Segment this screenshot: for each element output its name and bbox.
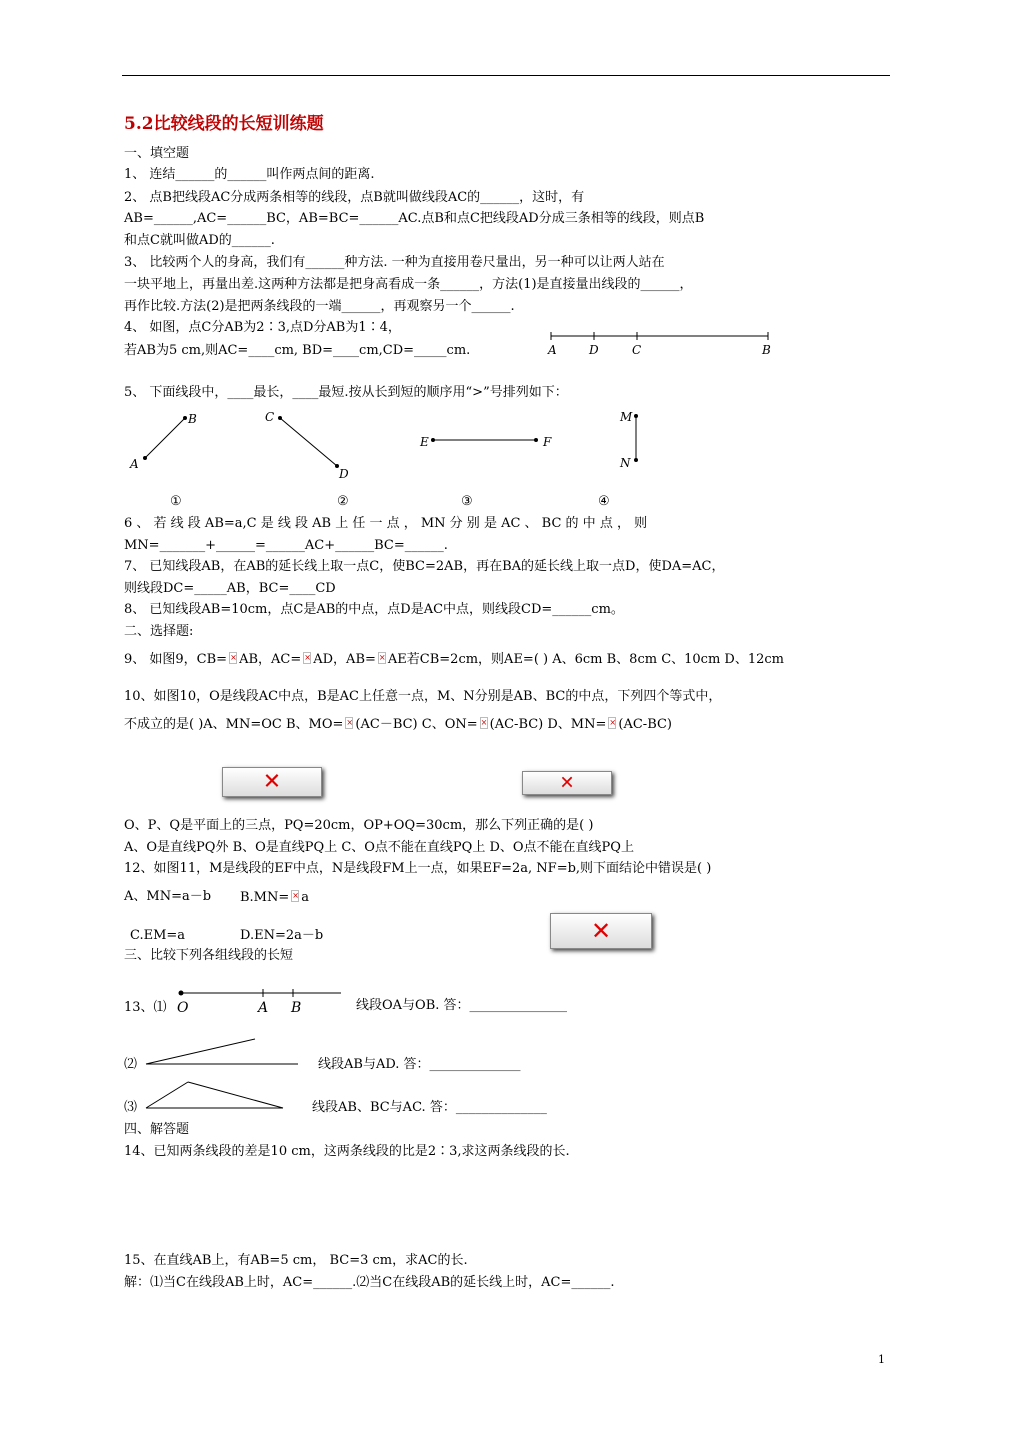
- fig13-label-o: O: [177, 1000, 189, 1016]
- question-15-line-2: 解：⑴当C在线段AB上时，AC=______.⑵当C在线段AB的延长线上时，AC=______.: [124, 1275, 615, 1290]
- broken-image-icon: [608, 717, 616, 729]
- fig5-label-f: F: [543, 435, 552, 449]
- question-15-line-1: 15、在直线AB上，有AB=5 cm， BC=3 cm，求AC的长.: [124, 1253, 468, 1268]
- broken-image-icon: [378, 652, 386, 664]
- fig4-label-b: B: [762, 343, 771, 357]
- question-9: [124, 651, 784, 668]
- question-3-line-2: 一块平地上，再量出差.这两种方法都是把身高看成一条______，方法(1)是直接量出线段的______，: [124, 277, 693, 292]
- broken-image-icon: [229, 652, 237, 664]
- figure-q5-segments: [140, 410, 660, 480]
- broken-image-icon: [303, 652, 311, 664]
- fig5-number-3: ③: [461, 494, 473, 509]
- question-10-line-1: 10、如图10，O是线段AC中点，B是AC上任意一点，M、N分别是AB、BC的中点，下列四个等式中，: [124, 689, 722, 704]
- q9-part-2: AB，AC=: [239, 652, 302, 667]
- section-heading-compare: 三、比较下列各组线段的长短: [124, 948, 294, 963]
- figure-q13-3: [143, 1076, 293, 1112]
- q13-3-label: ⑶: [124, 1100, 138, 1115]
- question-7-line-1: 7、 已知线段AB，在AB的延长线上取一点C，使BC=2AB，再在BA的延长线上取一点D，使DA=AC，: [124, 559, 725, 574]
- fig5-number-4: ④: [598, 494, 610, 509]
- q12-option-b: [240, 889, 309, 906]
- fig5-label-m: M: [620, 410, 633, 424]
- question-5: 5、 下面线段中，____最长，____最短.按从长到短的顺序用“>”号排列如下：: [124, 385, 568, 400]
- q12-option-d: D.EN=2a－b: [240, 928, 324, 943]
- fig5-label-e: E: [420, 435, 429, 449]
- figure-q13-2: [143, 1034, 313, 1068]
- q13-1-text: 线段OA与OB. 答：_______________: [356, 998, 568, 1013]
- fig4-label-c: C: [632, 343, 642, 357]
- question-2-line-3: 和点C就叫做AD的______.: [124, 233, 275, 248]
- q9-part-4: AE若CB=2cm，则AE=( ) A、6cm B、8cm C、10cm D、12cm: [387, 652, 785, 667]
- q10-part-3: (AC-BC) D、MN=: [489, 717, 607, 732]
- fig13-label-a: A: [258, 1000, 269, 1016]
- question-7-line-2: 则线段DC=_____AB，BC=____CD: [124, 581, 336, 596]
- page-number: 1: [878, 1353, 885, 1366]
- q13-1-label: 13、⑴: [124, 1000, 167, 1015]
- page-title: 5.2比较线段的长短训练题: [124, 114, 324, 134]
- broken-image-figure-11: ✕: [550, 913, 652, 949]
- fig5-label-a: A: [130, 457, 139, 471]
- fig5-label-c: C: [265, 410, 275, 424]
- broken-image-icon: [345, 717, 353, 729]
- section-heading-solve: 四、解答题: [124, 1122, 190, 1137]
- question-4-line-2: 若AB为5 cm,则AC=____cm, BD=____cm,CD=_____cm.: [124, 343, 471, 358]
- broken-image-icon: [291, 890, 299, 902]
- fig5-number-1: ①: [170, 494, 182, 509]
- fig5-label-n: N: [620, 456, 631, 470]
- broken-image-figure-10: ✕: [522, 771, 612, 795]
- question-6-line-1: 6 、 若 线 段 AB=a,C 是 线 段 AB 上 任 一 点 ， MN 分 别 是 AC 、 BC 的 中 点 ， 则: [124, 516, 648, 531]
- figure-q4-segment: [548, 328, 773, 358]
- question-11-line-2: A、O是直线PQ外 B、O是直线PQ上 C、O点不能在直线PQ上 D、O点不能在直线PQ上: [124, 840, 634, 855]
- q10-part-1: 不成立的是( )A、MN=OC B、MO=: [124, 717, 344, 732]
- q12-option-b-text: B.MN=: [240, 890, 290, 905]
- fig5-label-d: D: [339, 467, 349, 481]
- q9-part-3: AD，AB=: [313, 652, 376, 667]
- question-3-line-3: 再作比较.方法(2)是把两条线段的一端______，再观察另一个______.: [124, 299, 515, 314]
- broken-image-figure-9: ✕: [222, 767, 322, 797]
- question-12: 12、如图11，M是线段的EF中点，N是线段FM上一点，如果EF=2a, NF=b,则下面结论中错误是( ): [124, 861, 712, 876]
- question-10-line-2: [124, 716, 672, 733]
- q12-option-a: A、MN=a－b: [124, 889, 212, 904]
- q12-option-b-tail: a: [301, 890, 310, 905]
- fig4-label-d: D: [589, 343, 599, 357]
- question-14: 14、已知两条线段的差是10 cm，这两条线段的比是2∶3,求这两条线段的长.: [124, 1144, 570, 1159]
- broken-image-icon: [480, 717, 488, 729]
- question-3-line-1: 3、 比较两个人的身高，我们有______种方法. 一种为直接用卷尺量出，另一种可以让两人站在: [124, 255, 665, 270]
- fig13-label-b: B: [291, 1000, 302, 1016]
- question-6-line-2: MN=_______+______=______AC+______BC=______.: [124, 538, 448, 553]
- q13-2-label: ⑵: [124, 1057, 138, 1072]
- q13-2-text: 线段AB与AD. 答：______________: [318, 1057, 521, 1072]
- question-8: 8、 已知线段AB=10cm，点C是AB的中点，点D是AC中点，则线段CD=______cm。: [124, 602, 624, 617]
- question-1: 1、 连结______的______叫作两点间的距离.: [124, 167, 375, 182]
- header-rule: [122, 75, 890, 76]
- section-heading-choice: 二、选择题:: [124, 624, 194, 639]
- fig4-label-a: A: [548, 343, 557, 357]
- fig5-label-b: B: [188, 412, 197, 426]
- fig5-number-2: ②: [337, 494, 349, 509]
- question-11-line-1: O、P、Q是平面上的三点，PQ=20cm，OP+OQ=30cm，那么下列正确的是( ): [124, 818, 594, 833]
- question-2-line-1: 2、 点B把线段AC分成两条相等的线段，点B就叫做线段AC的______，这时，有: [124, 190, 585, 205]
- question-4-line-1: 4、 如图，点C分AB为2∶3,点D分AB为1∶4，: [124, 320, 401, 335]
- q12-option-c: C.EM=a: [130, 928, 186, 943]
- question-2-line-2: AB=______,AC=______BC，AB=BC=______AC.点B和点C把线段AD分成三条相等的线段，则点B: [124, 211, 705, 226]
- q10-part-4: (AC-BC): [618, 717, 673, 732]
- q13-3-text: 线段AB、BC与AC. 答：______________: [312, 1100, 547, 1115]
- q9-part-1: 9、 如图9，CB=: [124, 652, 228, 667]
- section-heading-fill-in: 一、填空题: [124, 146, 190, 161]
- q10-part-2: (AC－BC) C、ON=: [355, 717, 478, 732]
